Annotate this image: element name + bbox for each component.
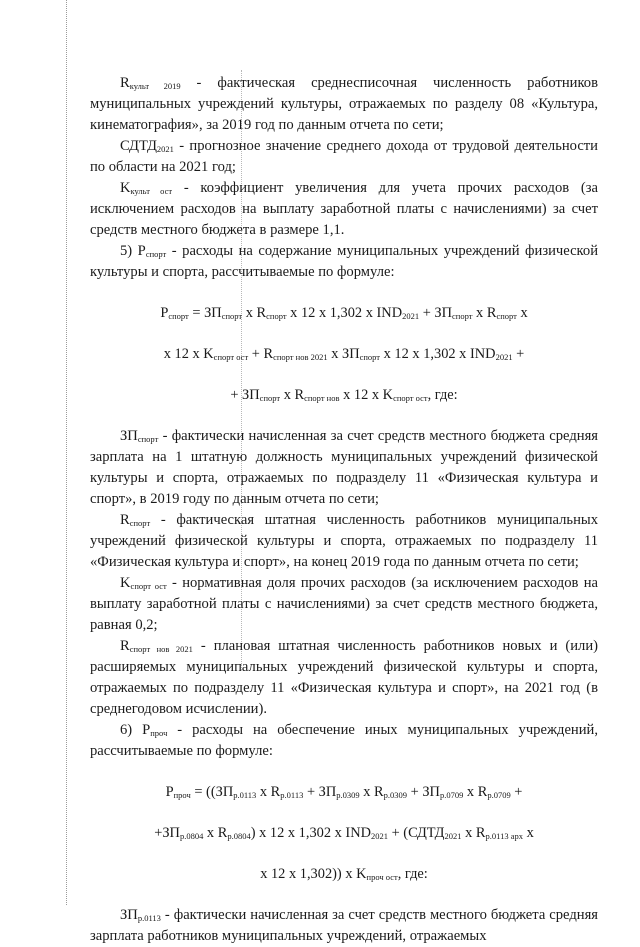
definition-text: - фактически начисленная за счет средств местного бюджета средняя зарплата работников муниципальных учреждений, отражаемых (90, 907, 598, 944)
formula-term: + (512, 346, 525, 362)
formula-subscript: р.0113 арх (485, 831, 523, 841)
def-k-sport-ost (90, 573, 598, 636)
formula-term: x R (203, 825, 228, 841)
margin-line (66, 0, 67, 905)
subscript: проч (150, 728, 168, 738)
formula-term: x 12 x K (339, 387, 394, 403)
formula-subscript: спорт (221, 311, 243, 321)
definition-text: - коэффициент увеличения для учета прочих расходов (за исключением расходов на выплату заработной платы с начислениями) за счет средств местного бюджета в размере 1,1. (90, 180, 598, 238)
definition-text: - расходы на обеспечение иных муниципальных учреждений, рассчитываемые по формуле: (90, 722, 599, 759)
formula-subscript: спорт (168, 311, 189, 321)
def-k-kult-ost (90, 178, 598, 241)
formula-subscript: р.0804 (179, 831, 204, 841)
formula-term: , где: (427, 387, 458, 403)
subscript: культ 2019 (129, 81, 181, 91)
formula-subscript: спорт нов 2021 (273, 352, 328, 362)
formula-term: + ЗП (303, 784, 337, 800)
formula-subscript: 2021 (444, 831, 462, 841)
formula-term: x R (359, 784, 384, 800)
formula-sport-line-3 (90, 385, 598, 406)
def-r-kult-2019 (90, 73, 598, 136)
definition-text: - нормативная доля прочих расходов (за исключением расходов на выплату заработной платы с начислениями) за счет средств местного бюджета, равная 0,2; (90, 575, 599, 633)
formula-subscript: спорт ост (213, 352, 249, 362)
formula-other-line-1 (90, 782, 598, 803)
symbol: K (120, 575, 131, 591)
def-sdtd-2021 (90, 136, 598, 178)
formula-subscript: спорт (266, 311, 287, 321)
definition-text: - фактическая среднесписочная численность работников муниципальных учреждений культуры, отражаемых по разделу 08 «Культура, кинематография», за 2019 год по данным отчета по сети; (90, 75, 598, 133)
definition-text: - прогнозное значение среднего дохода от трудовой деятельности по области на 2021 год; (90, 138, 598, 175)
formula-term: x R (463, 784, 488, 800)
formula-subscript: спорт (259, 393, 281, 403)
formula-term: x 12 x 1,302 x IND (286, 305, 403, 321)
symbol: ЗП (120, 428, 138, 444)
formula-other-line-2 (90, 823, 598, 844)
formula-subscript: проч ост (366, 872, 398, 882)
item-5-p-sport (90, 241, 598, 283)
formula-subscript: р.0804 (227, 831, 251, 841)
formula-term: , где: (397, 866, 428, 882)
formula-term: x ЗП (327, 346, 360, 362)
formula-term: + (510, 784, 523, 800)
formula-term: + ЗП (407, 784, 440, 800)
formula-term: x R (256, 784, 281, 800)
subscript: спорт ост (130, 581, 167, 591)
symbol: R (120, 638, 130, 654)
formula-term: P (160, 305, 169, 321)
formula-subscript: проч (173, 790, 191, 800)
formula-term: x 12 x 1,302 x IND (380, 346, 496, 362)
formula-term: x 12 x K (163, 346, 214, 362)
item-6-p-proch (90, 720, 598, 762)
formula-sport-line-2 (90, 344, 598, 365)
symbol: СДТД (120, 138, 157, 154)
symbol: ЗП (120, 907, 138, 923)
formula-sport-line-1 (90, 303, 598, 324)
formula-subscript: спорт (359, 352, 381, 362)
formula-term: + R (248, 346, 274, 362)
formula-subscript: р.0709 (439, 790, 464, 800)
def-zp-sport (90, 426, 598, 510)
subscript: спорт (145, 249, 167, 259)
formula-term: x R (461, 825, 486, 841)
formula-term: = ЗП (188, 305, 222, 321)
symbol: R (120, 512, 130, 528)
formula-subscript: р.0309 (383, 790, 408, 800)
formula-term: x (522, 825, 534, 841)
formula-term: + ЗП (230, 387, 260, 403)
symbol: K (120, 180, 131, 196)
formula-term: ) x 12 x 1,302 x IND (250, 825, 371, 841)
formula-subscript: спорт ост (393, 393, 428, 403)
formula-subscript: р.0113 (280, 790, 304, 800)
definition-text: - плановая штатная численность работников новых и (или) расширяемых муниципальных учреждений физической культуры и спорта, отражаемых по подразделу 11 «Физическая культура и спорт», на 2021 год (в среднегодовом исчислении). (90, 638, 598, 717)
formula-term: +ЗП (154, 825, 180, 841)
formula-term: x R (242, 305, 267, 321)
formula-term: = ((ЗП (190, 784, 234, 800)
formula-subscript: р.0709 (487, 790, 511, 800)
formula-subscript: 2021 (495, 352, 513, 362)
formula-subscript: спорт (496, 311, 517, 321)
formula-subscript: спорт нов (304, 393, 340, 403)
subscript: культ ост (130, 186, 173, 196)
def-r-sport-nov-2021 (90, 636, 598, 720)
subscript: спорт (129, 518, 151, 528)
symbol: 5) P (120, 243, 146, 259)
formula-term: + ЗП (419, 305, 453, 321)
formula-term: x (516, 305, 528, 321)
formula-term: x R (280, 387, 305, 403)
formula-term: + (СДТД (388, 825, 445, 841)
formula-other-line-3 (90, 864, 598, 885)
formula-term: P (165, 784, 174, 800)
definition-text: - фактически начисленная за счет средств местного бюджета средняя зарплата на 1 штатную должность муниципальных учреждений физической культуры и спорта, отражаемых по подразделу 11 «Физическая культура и спорт», в 2019 году по данным отчета по сети; (90, 428, 598, 507)
def-r-sport (90, 510, 598, 573)
formula-subscript: 2021 (371, 831, 388, 841)
subscript: р.0113 (137, 913, 161, 923)
def-zp-r0113 (90, 905, 598, 947)
subscript: спорт (137, 434, 159, 444)
symbol: 6) P (120, 722, 151, 738)
formula-subscript: р.0309 (336, 790, 360, 800)
symbol: R (120, 75, 130, 91)
subscript: спорт нов 2021 (129, 644, 193, 654)
formula-subscript: р.0113 (233, 790, 257, 800)
definition-text: - фактическая штатная численность работников муниципальных учреждений физической культуры и спорта, отражаемых по подразделу 11 «Физическая культура и спорт», на конец 2019 года по данным отчета по сети; (90, 512, 598, 570)
subscript: 2021 (156, 144, 174, 154)
formula-term: x 12 x 1,302)) x K (260, 866, 367, 882)
formula-term: x R (472, 305, 497, 321)
formula-subscript: спорт (452, 311, 473, 321)
definition-text: - расходы на содержание муниципальных учреждений физической культуры и спорта, рассчитываемые по формуле: (90, 243, 599, 280)
formula-subscript: 2021 (402, 311, 420, 321)
document-body (90, 73, 598, 947)
